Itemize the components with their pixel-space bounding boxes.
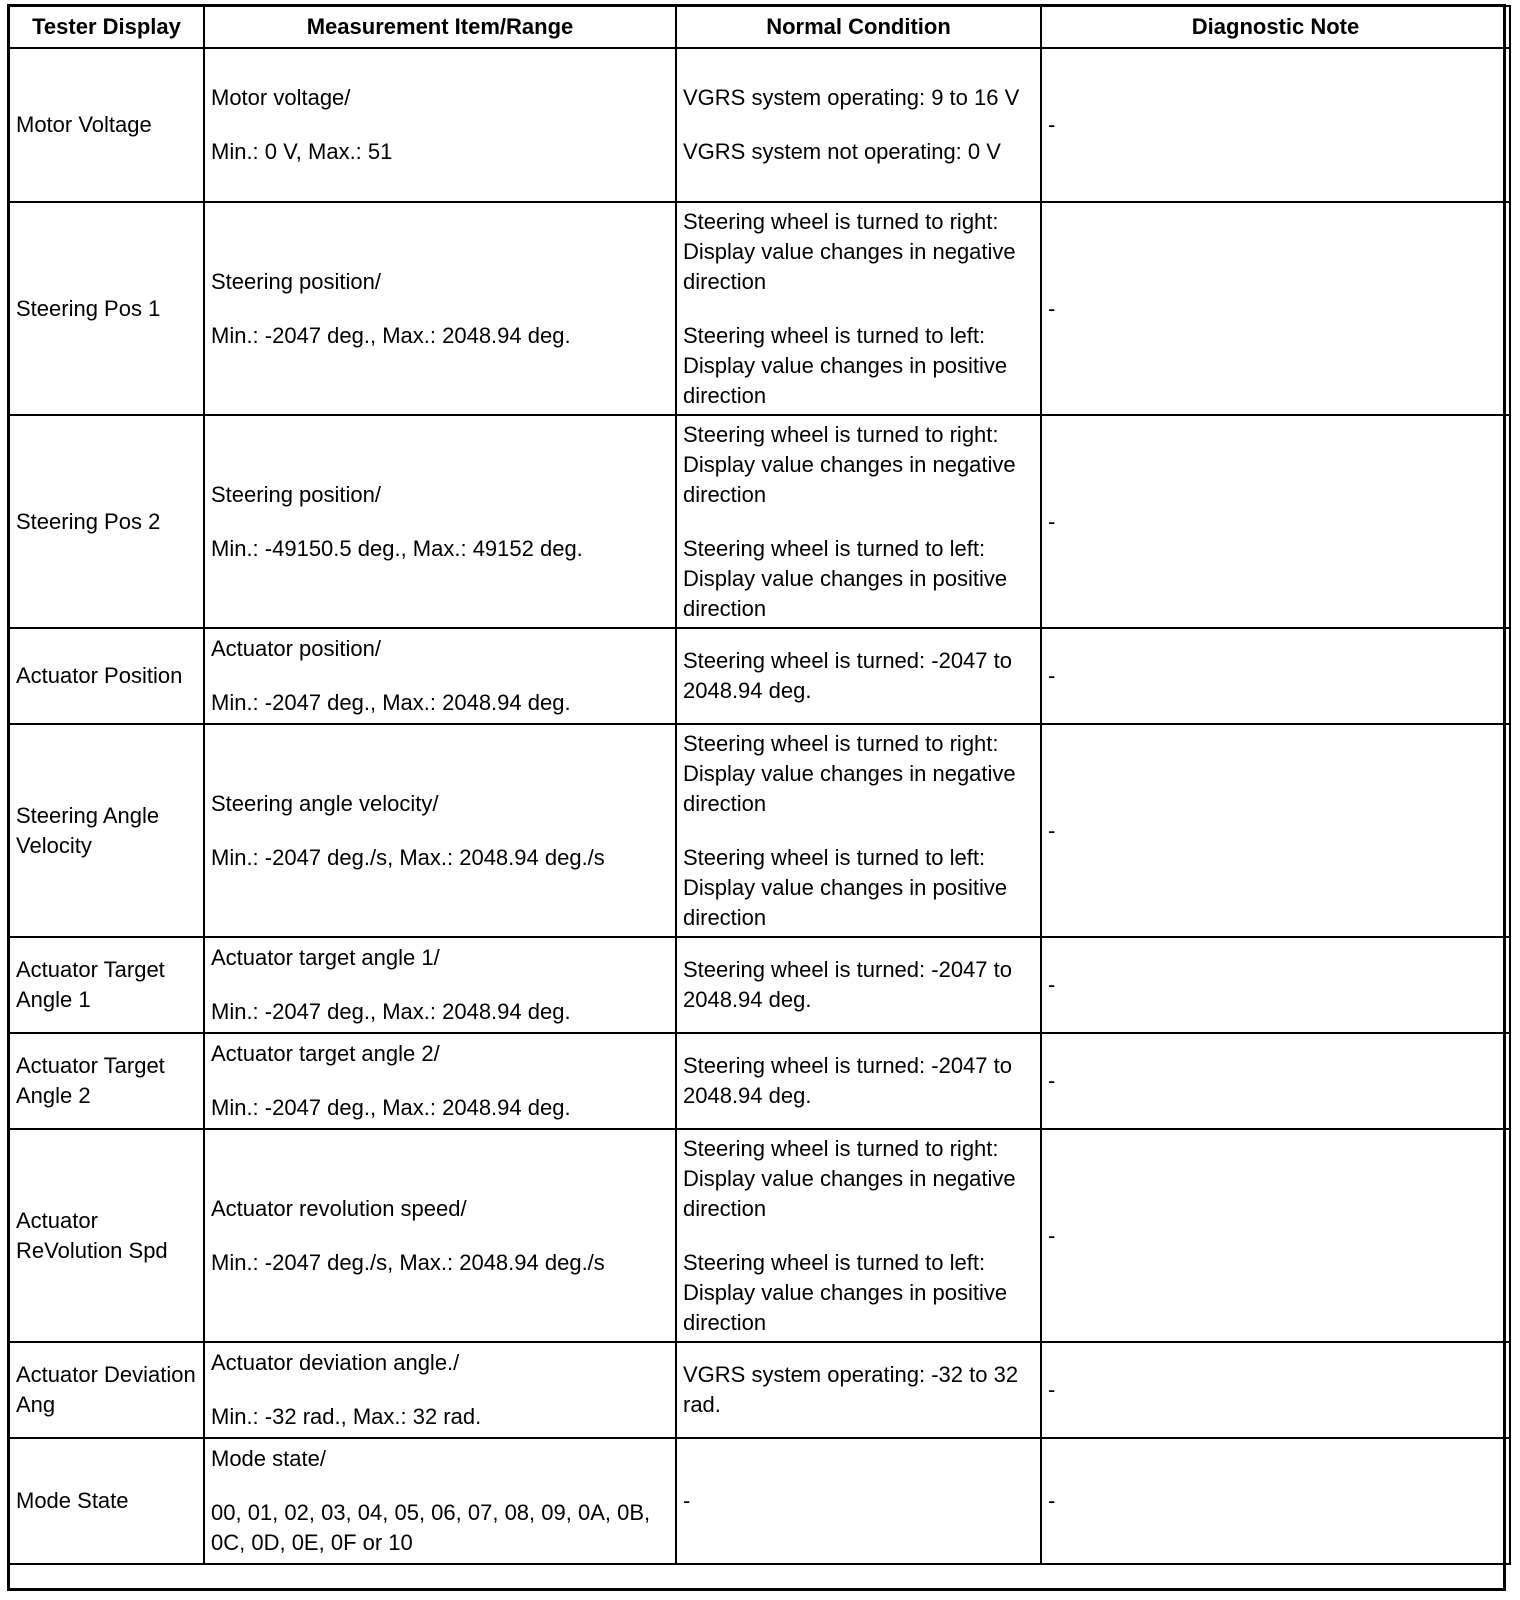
normal-condition-cell-text: Steering wheel is turned to right: Display value changes in negative direction	[683, 1135, 1016, 1221]
tester-display-cell-text: Steering Pos 1	[16, 295, 161, 321]
measurement-cell-text: Steering position/	[211, 481, 381, 507]
normal-condition-cell-text: -	[683, 1488, 691, 1513]
paragraph-gap	[211, 819, 669, 843]
diagnostic-note-cell	[1041, 937, 1510, 1033]
normal-condition-cell-text: Steering wheel is turned: -2047 to 2048.94 deg.	[683, 1053, 1012, 1108]
table-body	[9, 48, 1510, 1564]
normal-condition-cell	[676, 628, 1041, 724]
measurement-cell-text: Actuator deviation angle./	[211, 1350, 460, 1375]
tester-display-cell	[9, 415, 204, 628]
measurement-cell-text: Motor voltage/	[211, 85, 351, 110]
paragraph-gap	[683, 1224, 1034, 1248]
normal-condition-cell	[676, 937, 1041, 1033]
measurement-cell	[204, 1033, 676, 1129]
measurement-cell-text: Min.: -2047 deg./s, Max.: 2048.94 deg./s	[211, 1249, 605, 1275]
measurement-cell-text: Min.: -2047 deg., Max.: 2048.94 deg.	[211, 322, 571, 348]
normal-condition-cell-text: VGRS system operating: 9 to 16 V	[683, 85, 1020, 110]
table-row	[9, 724, 1510, 937]
diagnostic-note-cell-text: -	[1048, 1068, 1056, 1093]
tester-display-cell	[9, 1438, 204, 1564]
measurement-cell	[204, 1129, 676, 1342]
normal-condition-cell	[676, 1342, 1041, 1438]
diagnostic-note-cell	[1041, 48, 1510, 202]
measurement-cell	[204, 202, 676, 415]
measurement-cell-text: Min.: -2047 deg./s, Max.: 2048.94 deg./s	[211, 844, 605, 870]
normal-condition-cell-text: Steering wheel is turned to left: Display value changes in positive direction	[683, 844, 1008, 930]
tester-display-cell	[9, 937, 204, 1033]
table-row	[9, 202, 1510, 415]
normal-condition-cell-text: Steering wheel is turned: -2047 to 2048.94 deg.	[683, 957, 1012, 1012]
diagnostic-note-cell-text: -	[1048, 972, 1056, 997]
tester-display-cell-text: Actuator Position	[16, 663, 183, 688]
paragraph-gap	[211, 297, 669, 321]
normal-condition-cell-text: Steering wheel is turned to left: Display value changes in positive direction	[683, 322, 1008, 408]
measurement-cell-text: Steering position/	[211, 268, 381, 294]
table-header-row	[9, 6, 1510, 48]
diagnostic-note-cell-text: -	[1048, 295, 1056, 321]
diagnostic-note-cell-text: -	[1048, 508, 1056, 534]
table-row	[9, 1129, 1510, 1342]
tester-display-cell-text: Mode State	[16, 1488, 129, 1513]
measurement-cell-text: Min.: -32 rad., Max.: 32 rad.	[211, 1404, 482, 1429]
normal-condition-cell-text: Steering wheel is turned to left: Display value changes in positive direction	[683, 1249, 1008, 1335]
diagnostic-note-cell	[1041, 1438, 1510, 1564]
paragraph-gap	[683, 510, 1034, 534]
normal-condition-cell-text: Steering wheel is turned to right: Display value changes in negative direction	[683, 730, 1016, 816]
tester-display-cell	[9, 628, 204, 724]
tester-display-cell	[9, 1342, 204, 1438]
measurement-cell-text: Min.: -2047 deg., Max.: 2048.94 deg.	[211, 1095, 571, 1120]
measurement-cell	[204, 628, 676, 724]
measurement-cell-text: Steering angle velocity/	[211, 790, 439, 816]
paragraph-gap	[211, 1378, 669, 1402]
header-tester-display: Tester Display	[9, 6, 204, 48]
tester-display-cell	[9, 48, 204, 202]
paragraph-gap	[683, 297, 1034, 321]
normal-condition-cell	[676, 415, 1041, 628]
diagnostic-note-cell	[1041, 1342, 1510, 1438]
measurement-cell	[204, 937, 676, 1033]
measurement-cell-text: Actuator position/	[211, 636, 381, 661]
table-row	[9, 415, 1510, 628]
normal-condition-cell	[676, 202, 1041, 415]
tester-display-cell-text: Actuator Deviation Ang	[16, 1362, 196, 1417]
table-row	[9, 937, 1510, 1033]
measurement-cell	[204, 48, 676, 202]
measurement-cell	[204, 1438, 676, 1564]
table-row	[9, 1033, 1510, 1129]
table-row	[9, 1342, 1510, 1438]
table-row	[9, 628, 1510, 724]
paragraph-gap	[211, 1069, 669, 1093]
paragraph-gap	[211, 1474, 669, 1498]
measurement-cell-text: Min.: 0 V, Max.: 51	[211, 139, 393, 164]
measurement-cell-text: Min.: -2047 deg., Max.: 2048.94 deg.	[211, 690, 571, 715]
normal-condition-cell	[676, 1033, 1041, 1129]
normal-condition-cell-text: VGRS system not operating: 0 V	[683, 139, 1001, 164]
header-measurement-item-range: Measurement Item/Range	[204, 6, 676, 48]
normal-condition-cell	[676, 724, 1041, 937]
normal-condition-cell-text: Steering wheel is turned: -2047 to 2048.94 deg.	[683, 648, 1012, 703]
diagnostic-note-cell	[1041, 1129, 1510, 1342]
diagnostic-note-cell-text: -	[1048, 817, 1056, 843]
normal-condition-cell-text: Steering wheel is turned to right: Display value changes in negative direction	[683, 421, 1016, 507]
normal-condition-cell	[676, 48, 1041, 202]
measurement-cell	[204, 415, 676, 628]
measurement-cell-text: 00, 01, 02, 03, 04, 05, 06, 07, 08, 09, 0A, 0B, 0C, 0D, 0E, 0F or 10	[211, 1500, 651, 1555]
diagnostic-note-cell	[1041, 202, 1510, 415]
measurement-cell	[204, 1342, 676, 1438]
paragraph-gap	[211, 664, 669, 688]
paragraph-gap	[211, 113, 669, 137]
measurement-cell-text: Mode state/	[211, 1446, 326, 1471]
diagnostic-note-cell	[1041, 1033, 1510, 1129]
header-diagnostic-note: Diagnostic Note	[1041, 6, 1510, 48]
tester-display-cell	[9, 202, 204, 415]
paragraph-gap	[211, 510, 669, 534]
diagnostic-note-cell	[1041, 415, 1510, 628]
tester-display-cell	[9, 1129, 204, 1342]
normal-condition-cell	[676, 1129, 1041, 1342]
tester-display-cell-text: Actuator Target Angle 2	[16, 1053, 165, 1108]
tester-display-cell	[9, 1033, 204, 1129]
diagnostic-note-cell	[1041, 628, 1510, 724]
tester-display-cell	[9, 724, 204, 937]
diagnostic-note-cell-text: -	[1048, 1488, 1056, 1513]
normal-condition-cell-text: Steering wheel is turned to right: Display value changes in negative direction	[683, 208, 1016, 294]
normal-condition-cell-text: Steering wheel is turned to left: Display value changes in positive direction	[683, 535, 1008, 621]
paragraph-gap	[683, 819, 1034, 843]
measurement-cell-text: Min.: -2047 deg., Max.: 2048.94 deg.	[211, 999, 571, 1024]
measurement-cell-text: Min.: -49150.5 deg., Max.: 49152 deg.	[211, 535, 583, 561]
tester-display-cell-text: Steering Angle Velocity	[16, 802, 160, 858]
paragraph-gap	[211, 973, 669, 997]
measurement-cell-text: Actuator target angle 1/	[211, 945, 440, 970]
paragraph-gap	[683, 113, 1034, 137]
measurement-cell-text: Actuator revolution speed/	[211, 1195, 467, 1221]
diagnostic-note-cell-text: -	[1048, 1377, 1056, 1402]
tester-display-cell-text: Motor Voltage	[16, 112, 152, 137]
tester-display-cell-text: Actuator Target Angle 1	[16, 957, 165, 1012]
measurement-cell-text: Actuator target angle 2/	[211, 1041, 440, 1066]
tester-display-cell-text: Actuator ReVolution Spd	[16, 1207, 168, 1263]
diagnostic-note-cell-text: -	[1048, 663, 1056, 688]
table-row	[9, 1438, 1510, 1564]
table-row	[9, 48, 1510, 202]
header-normal-condition: Normal Condition	[676, 6, 1041, 48]
normal-condition-cell	[676, 1438, 1041, 1564]
diagnostic-note-cell-text: -	[1048, 1222, 1056, 1248]
diagnostic-note-cell	[1041, 724, 1510, 937]
paragraph-gap	[211, 1224, 669, 1248]
diagnostic-note-cell-text: -	[1048, 112, 1056, 137]
diagnostic-data-table	[8, 5, 1511, 1565]
measurement-cell	[204, 724, 676, 937]
tester-display-cell-text: Steering Pos 2	[16, 508, 161, 534]
normal-condition-cell-text: VGRS system operating: -32 to 32 rad.	[683, 1362, 1019, 1417]
